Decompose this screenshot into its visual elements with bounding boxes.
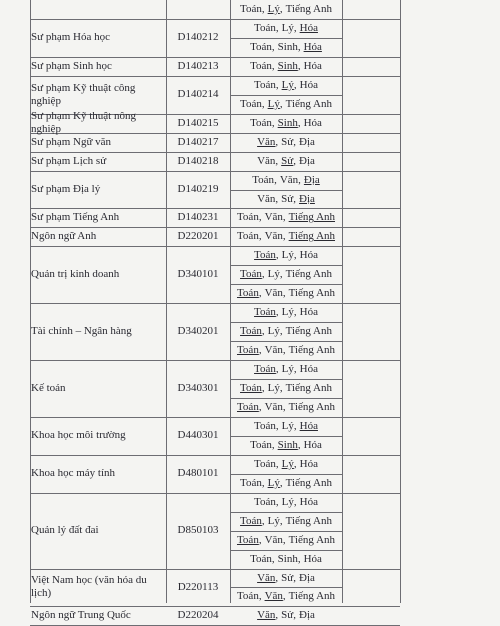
subject-combination: Toán, Lý, Hóa <box>254 306 318 319</box>
subject: Toán <box>250 40 272 53</box>
subject: Toán <box>236 533 259 546</box>
combo-rule <box>230 512 342 513</box>
subject: Tiếng Anh <box>285 382 332 394</box>
subject-combination: Văn, Sử, Địa <box>257 154 315 167</box>
subject: Văn <box>264 211 283 224</box>
subject: Hóa <box>303 438 322 451</box>
major-name: Sư phạm Hóa học <box>31 31 110 44</box>
subject: Tiếng Anh <box>288 533 336 546</box>
subject-combination: Toán, Lý, Hóa <box>254 78 318 91</box>
row-rule <box>30 493 400 494</box>
major-code: D340201 <box>177 325 219 338</box>
subject: Sử <box>281 571 294 584</box>
subject: Lý <box>267 476 280 489</box>
subject-combination: Toán, Văn, Tiếng Anh <box>236 287 336 300</box>
combo-rule <box>230 587 342 588</box>
subject: Lý <box>267 382 280 394</box>
column-rule <box>400 0 401 603</box>
major-name: Sư phạm Địa lý <box>31 183 101 195</box>
subject-combination: Toán, Văn, Tiếng Anh <box>236 400 336 413</box>
subject-combination: Toán, Lý, Hóa <box>254 21 318 34</box>
subject: Toán <box>240 514 262 527</box>
subject: Toán <box>250 116 272 129</box>
row-rule <box>30 171 400 172</box>
subject: Toán <box>254 306 276 319</box>
subject-combination: Văn, Sử, Địa <box>257 192 315 205</box>
column-rule <box>342 0 343 603</box>
subject: Toán <box>236 230 259 243</box>
subject: Toán <box>240 476 262 489</box>
major-code: D140231 <box>177 211 219 224</box>
subject: Toán <box>236 287 259 300</box>
subject: Tiếng Anh <box>288 230 336 243</box>
row-rule <box>30 57 400 58</box>
row-rule <box>30 569 400 570</box>
subject: Hóa <box>299 363 318 376</box>
subject-combination: Toán, Lý, Tiếng Anh <box>240 514 332 527</box>
major-code: D340301 <box>177 381 219 394</box>
major-name: Quản trị kinh doanh <box>31 268 120 281</box>
major-name: Việt Nam học (văn hóa du lịch) <box>31 574 147 600</box>
subject: Toán <box>250 552 272 565</box>
subject: Tiếng Anh <box>285 476 332 489</box>
combo-rule <box>230 265 342 266</box>
subject: Toán <box>250 438 272 451</box>
major-name: Khoa học máy tính <box>31 467 116 480</box>
subject: Sinh <box>277 438 298 451</box>
subject: Toán <box>240 325 262 338</box>
subject: Văn <box>257 609 276 622</box>
subject-combination: Toán, Lý, Tiếng Anh <box>240 382 332 394</box>
subject: Văn <box>264 230 283 243</box>
combo-rule <box>230 436 342 437</box>
subject: Lý <box>267 3 280 15</box>
subject: Lý <box>267 325 280 338</box>
combo-rule <box>230 284 342 285</box>
major-code: D440301 <box>177 429 219 442</box>
subject: Hóa <box>303 40 322 53</box>
subject-combination: Toán, Lý, Tiếng Anh <box>240 476 332 489</box>
subject: Sinh <box>277 116 298 129</box>
row-rule <box>30 246 400 247</box>
major-name: Khoa học môi trường <box>31 429 126 442</box>
subject: Toán <box>252 173 275 186</box>
subject: Toán <box>240 97 262 110</box>
subject-combination: Toán, Lý, Tiếng Anh <box>240 268 332 281</box>
combo-rule <box>230 341 342 342</box>
subject: Hóa <box>303 59 322 72</box>
subject: Lý <box>281 21 294 34</box>
subject-combination: Toán, Sinh, Hóa <box>250 552 322 565</box>
combo-rule <box>230 95 342 96</box>
subject: Hóa <box>303 116 322 129</box>
row-rule <box>30 360 400 361</box>
subject-combination: Toán, Văn, Tiếng Anh <box>236 590 336 603</box>
major-name: Kế toán <box>31 381 66 394</box>
subject-combination: Toán, Lý, Tiếng Anh <box>240 3 332 15</box>
subject-combination: Toán, Lý, Hóa <box>254 249 318 262</box>
major-name: Ngôn ngữ Trung Quốc <box>31 609 131 622</box>
subject-combination: Toán, Sinh, Hóa <box>250 59 322 72</box>
subject-combination: Toán, Lý, Tiếng Anh <box>240 97 332 110</box>
subject: Toán <box>254 363 276 376</box>
subject: Lý <box>267 514 280 527</box>
row-rule <box>30 19 400 20</box>
subject: Lý <box>281 457 294 470</box>
subject-combination: Toán, Văn, Địa <box>252 173 320 186</box>
subject-combination: Toán, Lý, Hóa <box>254 419 318 432</box>
major-code: D140213 <box>177 59 219 72</box>
subject-combination: Toán, Văn, Tiếng Anh <box>236 211 336 224</box>
major-code: D220204 <box>177 609 219 622</box>
subject-combination: Toán, Lý, Hóa <box>254 495 318 508</box>
combo-rule <box>230 398 342 399</box>
subject: Sử <box>281 135 294 148</box>
major-name: Sư phạm Tiếng Anh <box>31 211 120 224</box>
subject-combination: Toán, Sinh, Hóa <box>250 40 322 53</box>
row-rule <box>30 208 400 209</box>
major-name: Sư phạm Kỹ thuật nông nghiệp <box>31 110 136 136</box>
subject-combination: Văn, Sử, Địa <box>257 571 315 584</box>
subject: Lý <box>281 419 294 432</box>
major-name: Sư phạm Kỹ thuật công nghiệp <box>31 81 136 107</box>
subject: Sử <box>281 154 294 167</box>
major-code: D220201 <box>177 230 219 243</box>
subject: Tiếng Anh <box>288 344 336 357</box>
subject-combination: Văn, Sử, Địa <box>257 609 315 622</box>
subject: Toán <box>236 590 259 603</box>
subject-combination: Toán, Văn, Tiếng Anh <box>236 344 336 357</box>
subject: Tiếng Anh <box>285 268 332 281</box>
subject: Toán <box>240 382 262 394</box>
subject: Toán <box>254 457 276 470</box>
combo-rule <box>230 474 342 475</box>
subject: Tiếng Anh <box>288 211 336 224</box>
subject: Toán <box>236 211 259 224</box>
major-name: Sư phạm Lịch sử <box>31 154 107 167</box>
major-code: D850103 <box>177 524 219 537</box>
subject: Tiếng Anh <box>285 514 332 527</box>
subject: Địa <box>299 571 315 584</box>
subject: Hóa <box>299 21 318 34</box>
subject: Văn <box>257 571 276 584</box>
subject: Toán <box>254 419 276 432</box>
row-rule <box>30 303 400 304</box>
major-name: Ngôn ngữ Anh <box>31 230 97 243</box>
subject: Hóa <box>299 78 318 91</box>
subject: Toán <box>254 21 276 34</box>
subject: Lý <box>281 306 294 319</box>
subject: Toán <box>254 495 276 508</box>
subject-combination: Toán, Sinh, Hóa <box>250 438 322 451</box>
major-code: D140217 <box>177 135 219 148</box>
combo-rule <box>230 379 342 380</box>
subject: Lý <box>281 363 294 376</box>
row-rule <box>30 606 400 607</box>
subject: Hóa <box>303 552 322 565</box>
subject: Lý <box>281 495 294 508</box>
major-name: Sư phạm Ngữ văn <box>31 135 112 148</box>
combo-rule <box>230 190 342 191</box>
subject: Tiếng Anh <box>285 325 332 338</box>
major-name: Sư phạm Sinh học <box>31 59 112 72</box>
subject: Sinh <box>277 40 298 53</box>
subject: Văn <box>264 533 283 546</box>
subject: Địa <box>299 192 315 205</box>
major-code: D140218 <box>177 154 219 167</box>
subject: Văn <box>257 135 276 148</box>
subject: Địa <box>299 609 315 622</box>
subject-combination: Toán, Văn, Tiếng Anh <box>236 230 336 243</box>
combo-rule <box>230 550 342 551</box>
subject: Địa <box>299 154 315 167</box>
subject: Toán <box>236 400 259 413</box>
subject-combination: Toán, Sinh, Hóa <box>250 116 322 129</box>
subject: Văn <box>264 590 283 603</box>
major-code: D340101 <box>177 268 219 281</box>
subject: Văn <box>257 192 276 205</box>
subject: Văn <box>279 173 299 186</box>
subject: Tiếng Anh <box>288 287 336 300</box>
subject: Địa <box>303 173 320 186</box>
major-name: Quản lý đất đai <box>31 524 99 537</box>
subject: Sử <box>281 609 294 622</box>
subject: Tiếng Anh <box>288 590 336 603</box>
major-name: Tài chính – Ngân hàng <box>31 325 132 338</box>
subject-combination: Toán, Lý, Hóa <box>254 363 318 376</box>
row-rule <box>30 152 400 153</box>
subject: Văn <box>264 400 283 413</box>
subject-combination: Toán, Lý, Tiếng Anh <box>240 325 332 338</box>
subject: Địa <box>299 135 315 148</box>
major-code: D140215 <box>177 116 219 129</box>
subject: Lý <box>267 97 280 110</box>
subject: Lý <box>281 249 294 262</box>
subject: Toán <box>236 344 259 357</box>
subject: Tiếng Anh <box>288 400 336 413</box>
major-code: D140214 <box>177 88 219 101</box>
combo-rule <box>230 531 342 532</box>
subject: Sinh <box>277 552 298 565</box>
major-code: D220113 <box>177 580 219 593</box>
subject: Sinh <box>277 59 298 72</box>
subject: Toán <box>254 249 276 262</box>
major-code: D140219 <box>177 183 219 195</box>
subject: Lý <box>267 268 280 281</box>
subject: Văn <box>257 154 276 167</box>
subject-combination: Toán, Văn, Tiếng Anh <box>236 533 336 546</box>
subject: Hóa <box>299 495 318 508</box>
subject: Toán <box>240 268 262 281</box>
subject: Hóa <box>299 306 318 319</box>
row-rule <box>30 76 400 77</box>
subject: Hóa <box>299 249 318 262</box>
subject: Văn <box>264 287 283 300</box>
row-rule <box>30 455 400 456</box>
subject: Toán <box>240 3 262 15</box>
subject: Toán <box>250 59 272 72</box>
subject: Sử <box>281 192 294 205</box>
row-rule <box>30 227 400 228</box>
subject: Hóa <box>299 419 318 432</box>
subject: Lý <box>281 78 294 91</box>
subject: Tiếng Anh <box>285 3 332 15</box>
major-code: D140212 <box>177 31 219 44</box>
subject: Toán <box>254 78 276 91</box>
subject-combination: Toán, Lý, Hóa <box>254 457 318 470</box>
combo-rule <box>230 322 342 323</box>
subject: Hóa <box>299 457 318 470</box>
subject-combination: Văn, Sử, Địa <box>257 135 315 148</box>
row-rule <box>30 417 400 418</box>
combo-rule <box>230 38 342 39</box>
subject: Tiếng Anh <box>285 97 332 110</box>
subject: Văn <box>264 344 283 357</box>
major-code: D480101 <box>177 467 219 480</box>
